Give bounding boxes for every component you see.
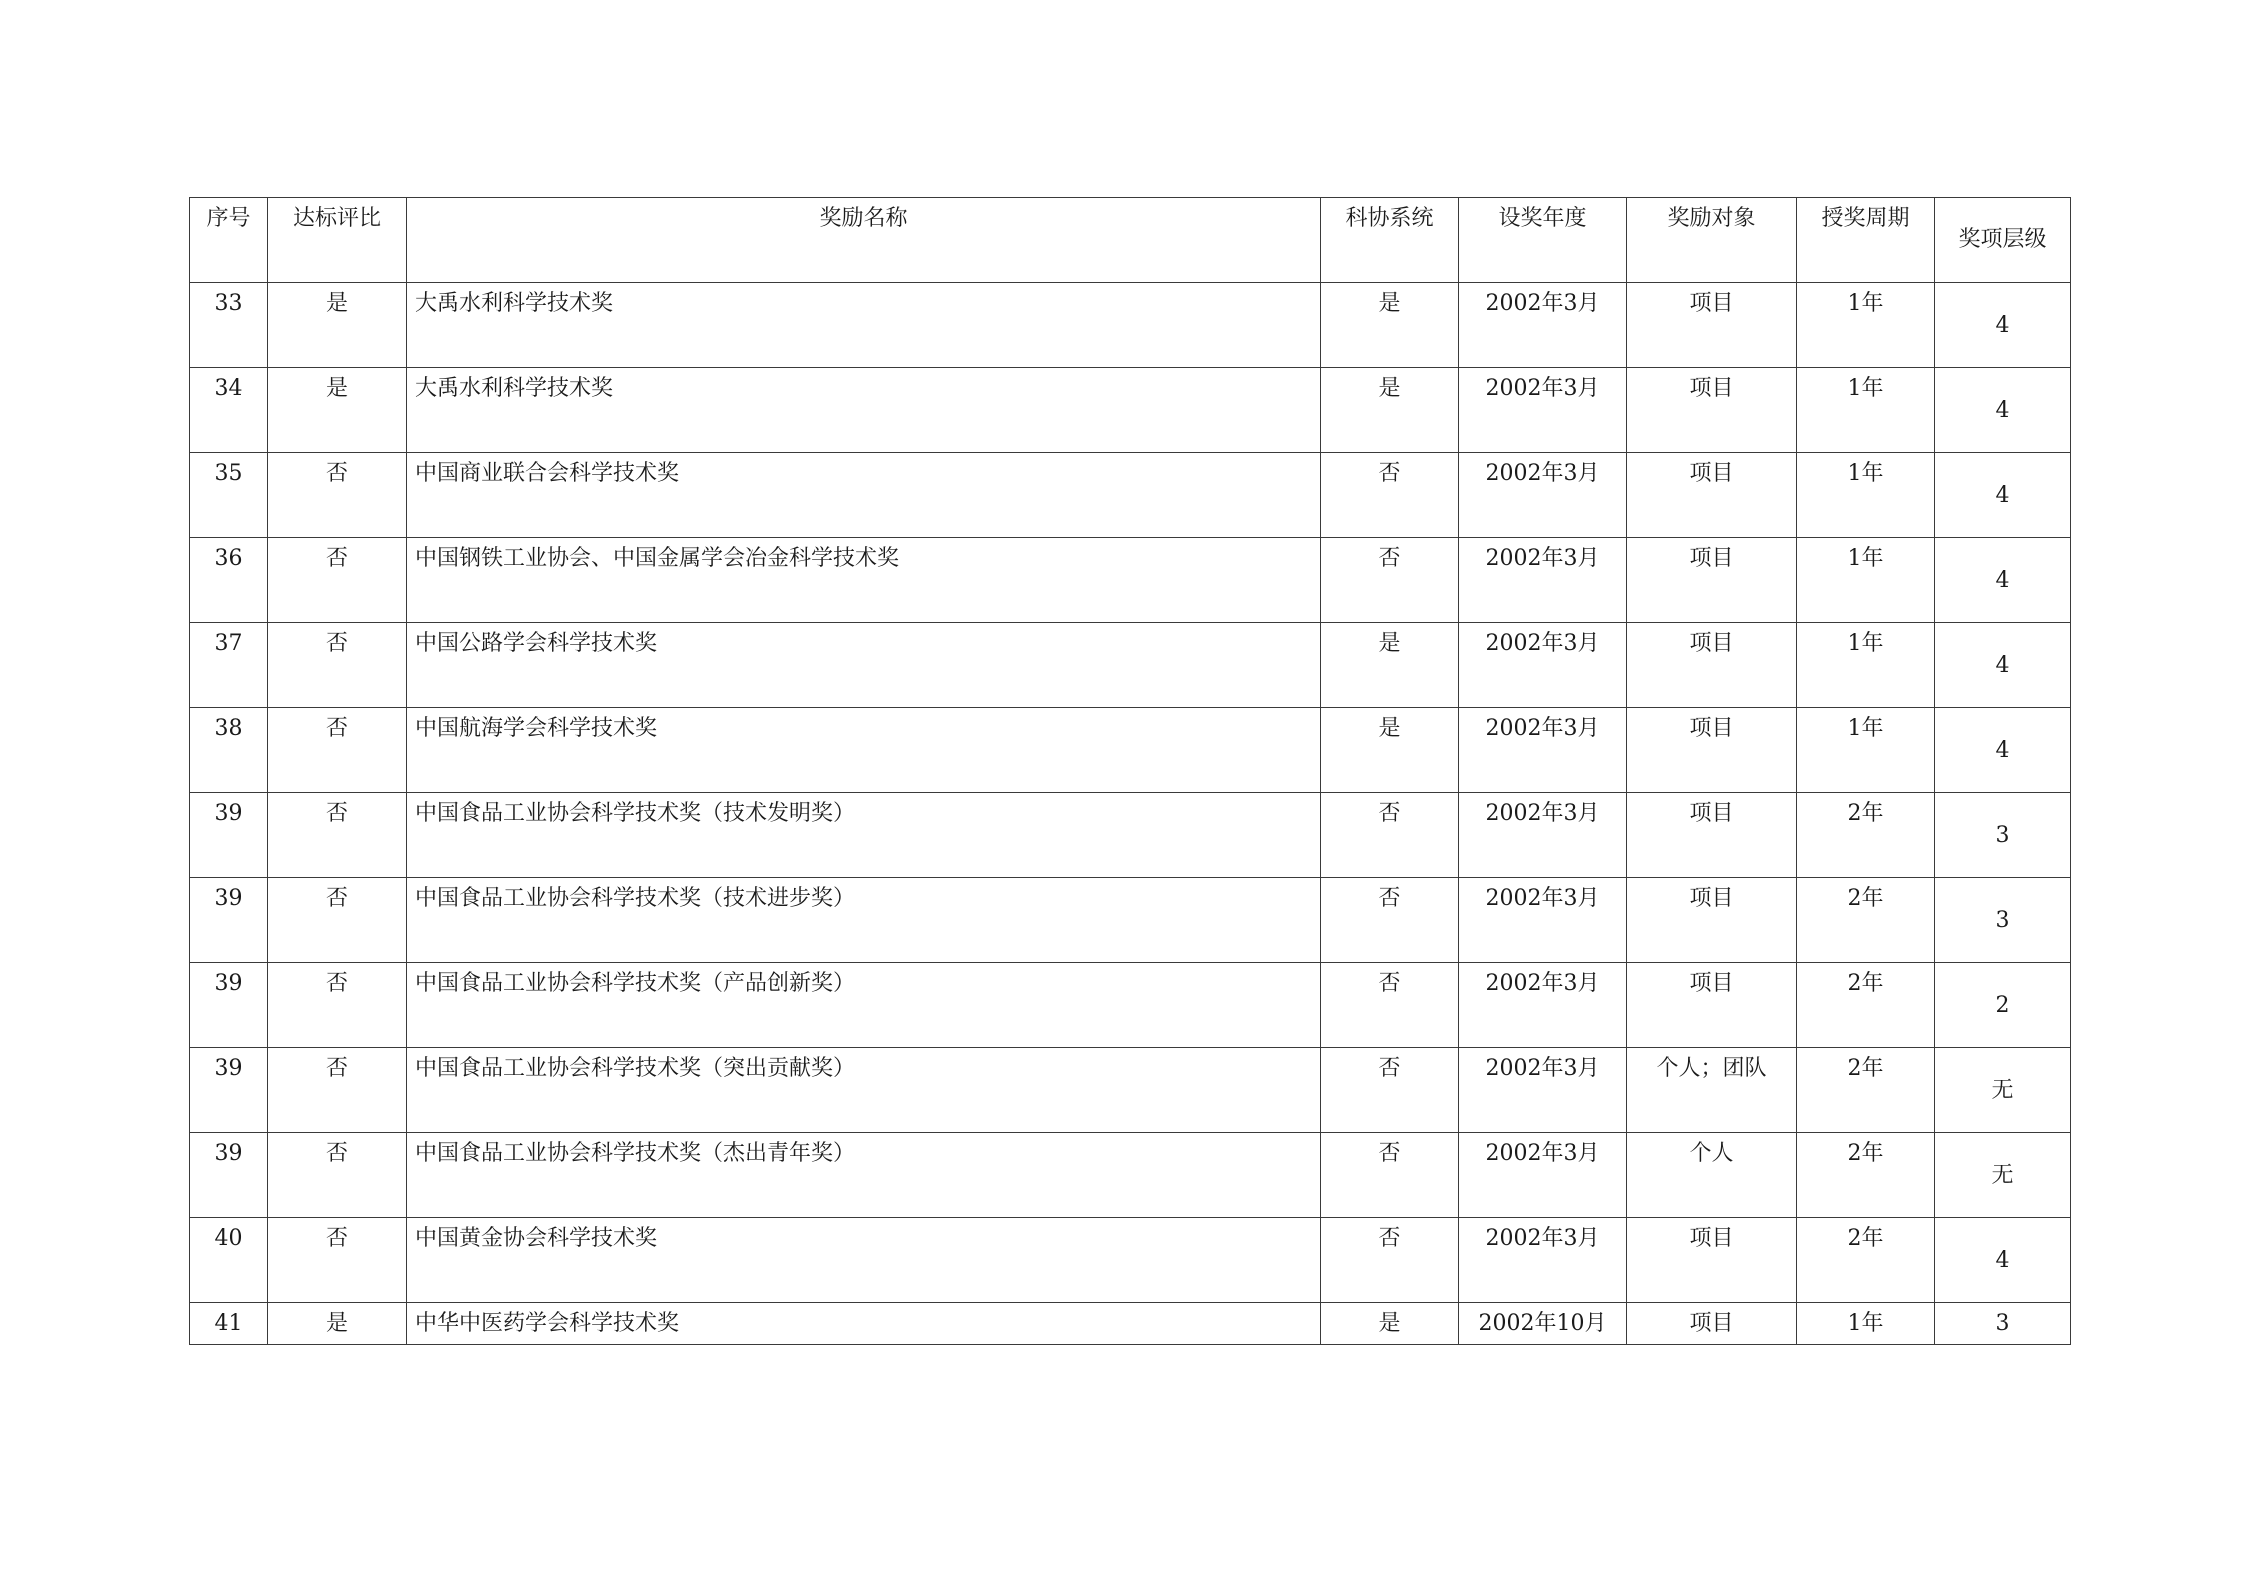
cell-target: 项目 <box>1627 453 1797 538</box>
cell-year: 2002年3月 <box>1459 793 1627 878</box>
cell-level: 3 <box>1935 878 2071 963</box>
cell-cast-system: 否 <box>1321 1048 1459 1133</box>
cell-no: 33 <box>190 283 268 368</box>
cell-cycle: 1年 <box>1797 538 1935 623</box>
cell-cast-system: 否 <box>1321 963 1459 1048</box>
cell-award-name: 中国商业联合会科学技术奖 <box>407 453 1321 538</box>
cell-no: 38 <box>190 708 268 793</box>
cell-cast-system: 是 <box>1321 368 1459 453</box>
cell-year: 2002年3月 <box>1459 1133 1627 1218</box>
cell-level: 无 <box>1935 1048 2071 1133</box>
cell-no: 39 <box>190 1048 268 1133</box>
cell-award-name: 大禹水利科学技术奖 <box>407 368 1321 453</box>
cell-level: 3 <box>1935 793 2071 878</box>
cell-standard: 否 <box>268 878 407 963</box>
cell-target: 项目 <box>1627 538 1797 623</box>
cell-award-name: 中国食品工业协会科学技术奖（杰出青年奖） <box>407 1133 1321 1218</box>
cell-level: 3 <box>1935 1303 2071 1345</box>
cell-year: 2002年3月 <box>1459 453 1627 538</box>
cell-cast-system: 否 <box>1321 538 1459 623</box>
cell-award-name: 中国食品工业协会科学技术奖（技术发明奖） <box>407 793 1321 878</box>
table-row <box>190 623 2071 708</box>
cell-level: 无 <box>1935 1133 2071 1218</box>
cell-award-name: 中国航海学会科学技术奖 <box>407 708 1321 793</box>
cell-cycle: 2年 <box>1797 793 1935 878</box>
table-row <box>190 368 2071 453</box>
cell-no: 34 <box>190 368 268 453</box>
cell-year: 2002年3月 <box>1459 963 1627 1048</box>
cell-standard: 否 <box>268 1048 407 1133</box>
cell-cycle: 2年 <box>1797 1218 1935 1303</box>
cell-target: 项目 <box>1627 1218 1797 1303</box>
cell-standard: 否 <box>268 1218 407 1303</box>
table-row <box>190 1048 2071 1133</box>
cell-cycle: 1年 <box>1797 1303 1935 1345</box>
cell-target: 项目 <box>1627 283 1797 368</box>
cell-target: 个人 <box>1627 1133 1797 1218</box>
cell-cycle: 1年 <box>1797 453 1935 538</box>
cell-cast-system: 是 <box>1321 623 1459 708</box>
cell-cast-system: 是 <box>1321 283 1459 368</box>
cell-no: 41 <box>190 1303 268 1345</box>
cell-cast-system: 否 <box>1321 1218 1459 1303</box>
cell-cycle: 2年 <box>1797 963 1935 1048</box>
cell-level: 2 <box>1935 963 2071 1048</box>
awards-table <box>189 197 2071 1345</box>
cell-no: 39 <box>190 1133 268 1218</box>
cell-standard: 否 <box>268 708 407 793</box>
cell-cast-system: 是 <box>1321 708 1459 793</box>
cell-award-name: 大禹水利科学技术奖 <box>407 283 1321 368</box>
cell-year: 2002年3月 <box>1459 368 1627 453</box>
col-header-no: 序号 <box>190 198 268 283</box>
cell-year: 2002年3月 <box>1459 1218 1627 1303</box>
cell-year: 2002年3月 <box>1459 708 1627 793</box>
cell-target: 项目 <box>1627 1303 1797 1345</box>
cell-target: 项目 <box>1627 878 1797 963</box>
col-header-target: 奖励对象 <box>1627 198 1797 283</box>
cell-target: 项目 <box>1627 793 1797 878</box>
cell-cast-system: 否 <box>1321 793 1459 878</box>
table-row <box>190 453 2071 538</box>
cell-standard: 是 <box>268 1303 407 1345</box>
cell-year: 2002年3月 <box>1459 878 1627 963</box>
cell-cycle: 2年 <box>1797 878 1935 963</box>
cell-award-name: 中国食品工业协会科学技术奖（技术进步奖） <box>407 878 1321 963</box>
cell-no: 39 <box>190 793 268 878</box>
cell-cycle: 2年 <box>1797 1048 1935 1133</box>
table-row <box>190 878 2071 963</box>
cell-level: 4 <box>1935 708 2071 793</box>
col-header-level: 奖项层级 <box>1935 198 2071 283</box>
table-body <box>190 283 2071 1345</box>
cell-award-name: 中国钢铁工业协会、中国金属学会冶金科学技术奖 <box>407 538 1321 623</box>
cell-level: 4 <box>1935 283 2071 368</box>
cell-level: 4 <box>1935 538 2071 623</box>
cell-award-name: 中国黄金协会科学技术奖 <box>407 1218 1321 1303</box>
header-row <box>190 198 2071 283</box>
cell-award-name: 中华中医药学会科学技术奖 <box>407 1303 1321 1345</box>
col-header-standard: 达标评比 <box>268 198 407 283</box>
table-row <box>190 1133 2071 1218</box>
cell-cast-system: 否 <box>1321 878 1459 963</box>
table-row <box>190 708 2071 793</box>
cell-target: 项目 <box>1627 368 1797 453</box>
cell-cast-system: 否 <box>1321 453 1459 538</box>
table-row <box>190 963 2071 1048</box>
cell-no: 37 <box>190 623 268 708</box>
cell-no: 36 <box>190 538 268 623</box>
cell-no: 39 <box>190 878 268 963</box>
cell-target: 项目 <box>1627 623 1797 708</box>
cell-cast-system: 是 <box>1321 1303 1459 1345</box>
cell-year: 2002年3月 <box>1459 538 1627 623</box>
col-header-award-name: 奖励名称 <box>407 198 1321 283</box>
col-header-cast-system: 科协系统 <box>1321 198 1459 283</box>
cell-standard: 是 <box>268 283 407 368</box>
cell-cycle: 1年 <box>1797 708 1935 793</box>
cell-standard: 否 <box>268 623 407 708</box>
cell-level: 4 <box>1935 623 2071 708</box>
col-header-year: 设奖年度 <box>1459 198 1627 283</box>
cell-no: 40 <box>190 1218 268 1303</box>
cell-no: 39 <box>190 963 268 1048</box>
cell-standard: 否 <box>268 963 407 1048</box>
cell-award-name: 中国公路学会科学技术奖 <box>407 623 1321 708</box>
cell-standard: 否 <box>268 793 407 878</box>
cell-standard: 是 <box>268 368 407 453</box>
cell-cycle: 1年 <box>1797 623 1935 708</box>
cell-level: 4 <box>1935 368 2071 453</box>
cell-target: 个人；团队 <box>1627 1048 1797 1133</box>
cell-cast-system: 否 <box>1321 1133 1459 1218</box>
cell-year: 2002年3月 <box>1459 283 1627 368</box>
cell-award-name: 中国食品工业协会科学技术奖（产品创新奖） <box>407 963 1321 1048</box>
cell-cycle: 1年 <box>1797 368 1935 453</box>
cell-year: 2002年10月 <box>1459 1303 1627 1345</box>
cell-standard: 否 <box>268 453 407 538</box>
cell-cycle: 2年 <box>1797 1133 1935 1218</box>
table-row <box>190 793 2071 878</box>
cell-level: 4 <box>1935 1218 2071 1303</box>
table-row <box>190 1303 2071 1345</box>
cell-level: 4 <box>1935 453 2071 538</box>
table-row <box>190 538 2071 623</box>
cell-cycle: 1年 <box>1797 283 1935 368</box>
cell-target: 项目 <box>1627 708 1797 793</box>
cell-target: 项目 <box>1627 963 1797 1048</box>
cell-year: 2002年3月 <box>1459 1048 1627 1133</box>
cell-standard: 否 <box>268 538 407 623</box>
table-row <box>190 1218 2071 1303</box>
table-row <box>190 283 2071 368</box>
col-header-cycle: 授奖周期 <box>1797 198 1935 283</box>
cell-award-name: 中国食品工业协会科学技术奖（突出贡献奖） <box>407 1048 1321 1133</box>
cell-year: 2002年3月 <box>1459 623 1627 708</box>
cell-no: 35 <box>190 453 268 538</box>
cell-standard: 否 <box>268 1133 407 1218</box>
